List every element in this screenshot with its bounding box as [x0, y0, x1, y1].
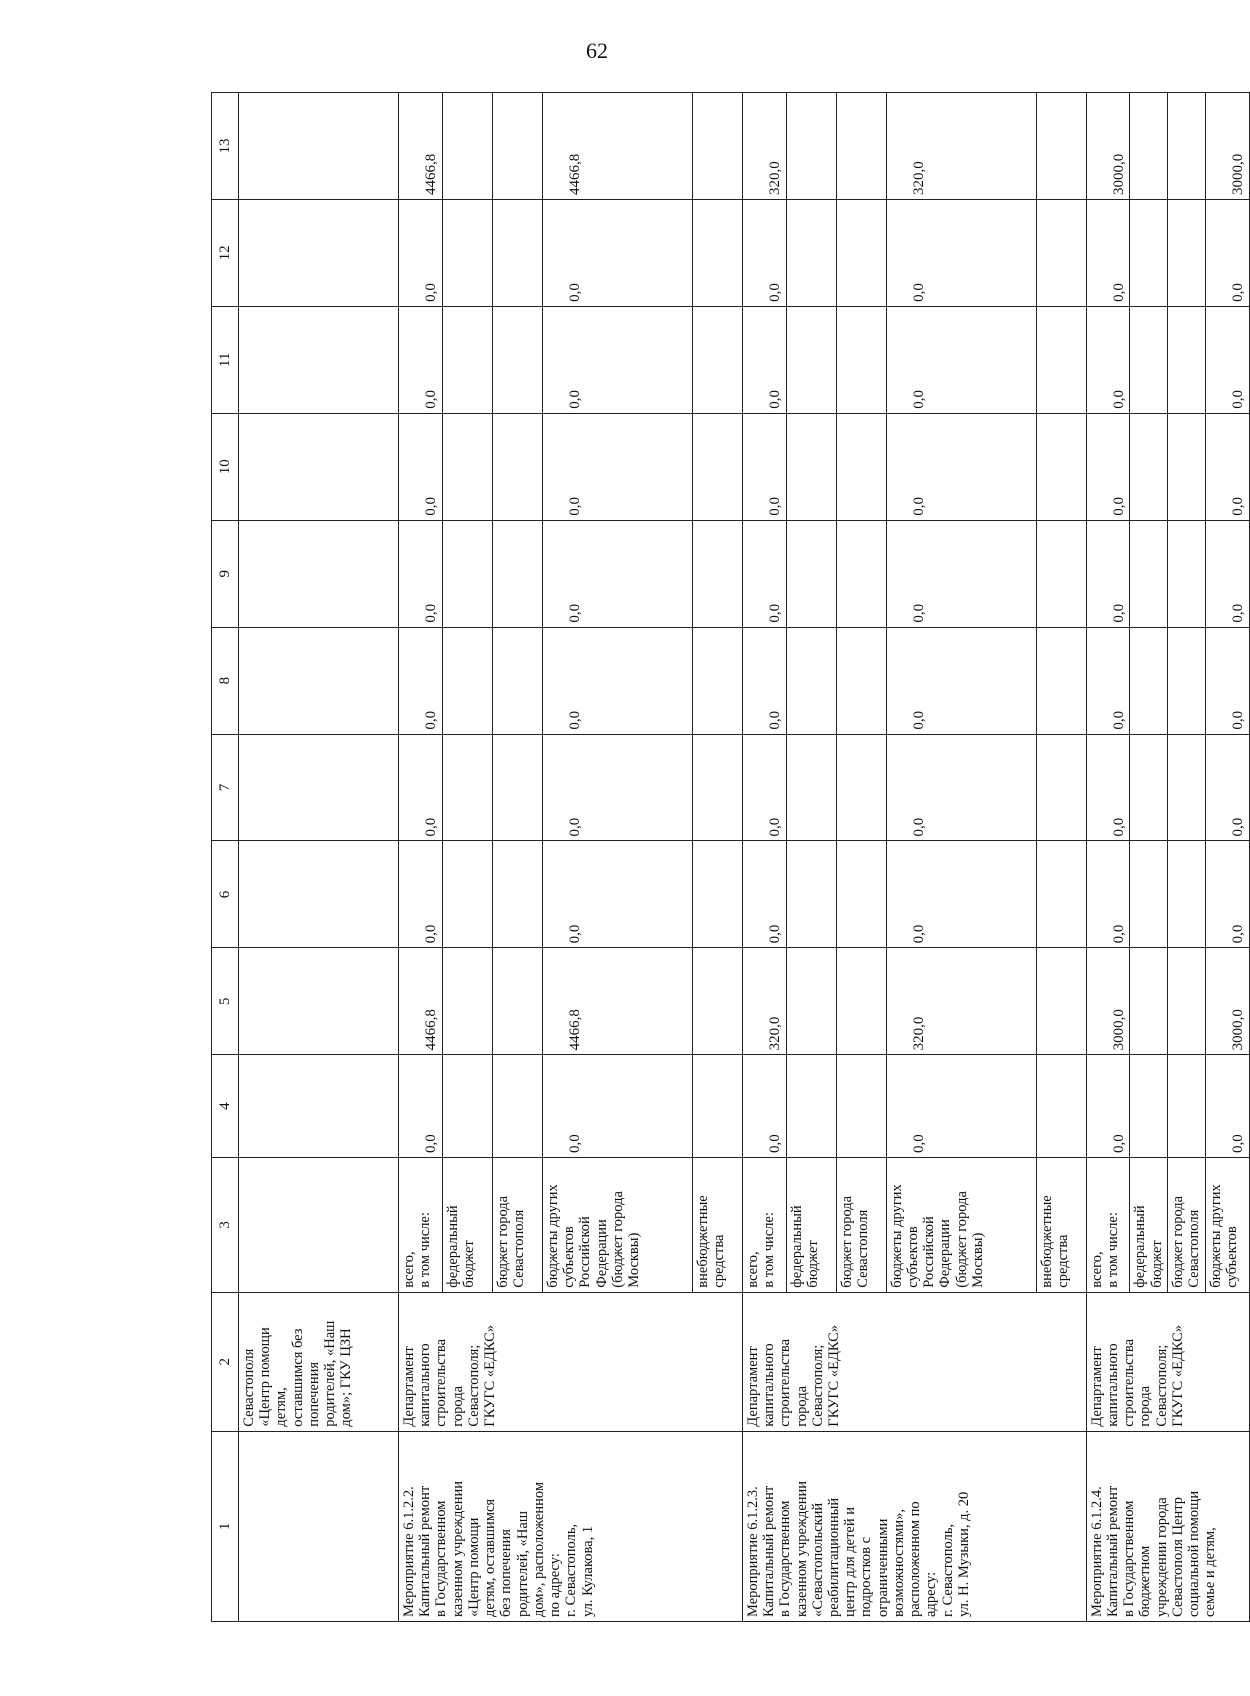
value-cell	[786, 93, 836, 200]
budget-table	[211, 92, 1250, 1622]
value-cell	[1167, 734, 1205, 841]
value-cell: 0,0	[886, 841, 1036, 948]
value-cell	[836, 413, 886, 520]
value-cell: 0,0	[542, 1055, 692, 1158]
column-header: 12	[212, 199, 239, 306]
value-cell: 0,0	[1086, 1055, 1130, 1158]
value-cell: 0,0	[742, 520, 786, 627]
value-cell	[836, 199, 886, 306]
value-cell: 0,0	[542, 520, 692, 627]
column-header: 8	[212, 627, 239, 734]
value-cell: 0,0	[886, 413, 1036, 520]
value-cell: 0,0	[886, 199, 1036, 306]
value-cell	[836, 841, 886, 948]
value-cell	[442, 734, 492, 841]
continued-cell	[239, 93, 399, 200]
continued-cell	[239, 413, 399, 520]
continued-cell	[239, 199, 399, 306]
value-cell	[692, 841, 742, 948]
value-cell: 0,0	[1205, 413, 1249, 520]
value-cell: 0,0	[886, 520, 1036, 627]
value-cell	[1167, 199, 1205, 306]
value-cell: 0,0	[742, 199, 786, 306]
executor: Департамент капитального строительства города Севастополя; ГКУГС «ЕДКС»	[399, 1292, 743, 1431]
continued-cell	[239, 520, 399, 627]
value-cell	[692, 93, 742, 200]
value-cell: 0,0	[399, 306, 443, 413]
executor: Департамент капитального строительства города Севастополя; ГКУГС «ЕДКС»	[1086, 1292, 1249, 1431]
value-cell	[692, 199, 742, 306]
value-cell: 0,0	[1205, 841, 1249, 948]
column-header: 2	[212, 1292, 239, 1431]
continued-cell	[239, 841, 399, 948]
funding-source: бюджет города Севастополя	[1167, 1157, 1205, 1292]
continued-cell	[239, 306, 399, 413]
value-cell	[1130, 734, 1167, 841]
value-cell	[786, 1055, 836, 1158]
value-cell: 320,0	[886, 948, 1036, 1055]
value-cell: 4466,8	[399, 93, 443, 200]
value-cell: 0,0	[542, 199, 692, 306]
value-cell: 0,0	[399, 199, 443, 306]
value-cell: 0,0	[1205, 520, 1249, 627]
value-cell	[1130, 627, 1167, 734]
continued-cell-3	[239, 1157, 399, 1292]
value-cell: 0,0	[886, 1055, 1036, 1158]
value-cell: 0,0	[1086, 199, 1130, 306]
value-cell: 0,0	[1086, 627, 1130, 734]
value-cell	[1130, 841, 1167, 948]
measure-name: Мероприятие 6.1.2.3. Капитальный ремонт в Государственном казенном учреждении «Севастопольский реабилитационный центр для детей и подростков с ограниченными возможностями», расположенном по адресу: г. Севастополь, ул. Н. Музыки, д. 20	[742, 1431, 1086, 1621]
value-cell	[1036, 627, 1086, 734]
value-cell: 0,0	[742, 1055, 786, 1158]
value-cell	[1167, 93, 1205, 200]
continued-cell	[239, 948, 399, 1055]
value-cell: 0,0	[742, 413, 786, 520]
value-cell	[692, 306, 742, 413]
table-row	[742, 93, 786, 1622]
value-cell	[1167, 948, 1205, 1055]
column-header: 3	[212, 1157, 239, 1292]
value-cell	[492, 841, 542, 948]
value-cell	[786, 734, 836, 841]
value-cell	[442, 520, 492, 627]
value-cell	[1130, 306, 1167, 413]
value-cell: 0,0	[1205, 306, 1249, 413]
column-header: 10	[212, 413, 239, 520]
value-cell	[442, 627, 492, 734]
value-cell	[1036, 413, 1086, 520]
value-cell	[492, 520, 542, 627]
value-cell: 0,0	[742, 734, 786, 841]
value-cell	[442, 93, 492, 200]
value-cell	[492, 93, 542, 200]
funding-source: внебюджетные средства	[692, 1157, 742, 1292]
value-cell	[492, 1055, 542, 1158]
value-cell	[786, 306, 836, 413]
header-row	[212, 93, 239, 1622]
funding-source: всего, в том числе:	[399, 1157, 443, 1292]
value-cell	[786, 199, 836, 306]
value-cell	[836, 306, 886, 413]
value-cell: 3000,0	[1086, 93, 1130, 200]
value-cell	[442, 841, 492, 948]
value-cell	[1167, 627, 1205, 734]
value-cell	[492, 627, 542, 734]
value-cell	[692, 1055, 742, 1158]
funding-source: всего, в том числе:	[1086, 1157, 1130, 1292]
value-cell: 0,0	[542, 734, 692, 841]
value-cell: 0,0	[542, 413, 692, 520]
value-cell	[1036, 1055, 1086, 1158]
value-cell	[1036, 948, 1086, 1055]
funding-source: бюджеты других субъектов Российской Федерации (бюджет города Москвы)	[886, 1157, 1036, 1292]
value-cell: 3000,0	[1205, 93, 1249, 200]
value-cell	[692, 948, 742, 1055]
table-row	[1086, 93, 1130, 1622]
value-cell	[442, 199, 492, 306]
column-header: 4	[212, 1055, 239, 1158]
value-cell: 0,0	[742, 627, 786, 734]
value-cell	[492, 413, 542, 520]
value-cell: 3000,0	[1086, 948, 1130, 1055]
value-cell: 0,0	[399, 841, 443, 948]
value-cell	[1130, 1055, 1167, 1158]
value-cell: 0,0	[399, 1055, 443, 1158]
value-cell	[692, 627, 742, 734]
value-cell	[1167, 306, 1205, 413]
value-cell	[786, 948, 836, 1055]
value-cell	[492, 734, 542, 841]
funding-source: бюджет города Севастополя	[492, 1157, 542, 1292]
measure-name: Мероприятие 6.1.2.2. Капитальный ремонт в Государственном казенном учреждении «Центр помощи детям, оставшимся без попечения родителей, «Наш дом», расположенном по адресу: г. Севастополь, ул. Кулакова, 1	[399, 1431, 743, 1621]
value-cell	[1167, 841, 1205, 948]
value-cell	[1130, 93, 1167, 200]
value-cell	[836, 734, 886, 841]
value-cell	[1130, 520, 1167, 627]
value-cell	[1167, 1055, 1205, 1158]
value-cell	[492, 948, 542, 1055]
value-cell: 320,0	[886, 93, 1036, 200]
column-header: 9	[212, 520, 239, 627]
page-number: 62	[586, 38, 608, 63]
continued-row	[239, 93, 399, 1622]
value-cell	[1036, 306, 1086, 413]
value-cell: 0,0	[742, 841, 786, 948]
value-cell	[786, 520, 836, 627]
value-cell	[786, 627, 836, 734]
value-cell: 0,0	[1086, 413, 1130, 520]
value-cell	[692, 734, 742, 841]
funding-source: бюджеты других субъектов Российской Федерации (бюджет города Москвы)	[542, 1157, 692, 1292]
value-cell: 0,0	[1086, 734, 1130, 841]
continued-cell	[239, 627, 399, 734]
continued-executor: Севастополя «Центр помощи детям, оставшимся без попечения родителей, «Наш дом»; ГКУ ЦЗН	[239, 1292, 399, 1431]
value-cell	[836, 948, 886, 1055]
value-cell: 0,0	[886, 734, 1036, 841]
value-cell	[1036, 520, 1086, 627]
value-cell	[1036, 199, 1086, 306]
value-cell	[442, 1055, 492, 1158]
value-cell: 0,0	[1205, 627, 1249, 734]
value-cell	[1167, 413, 1205, 520]
value-cell	[1130, 413, 1167, 520]
funding-source: бюджеты других субъектов	[1205, 1157, 1249, 1292]
value-cell	[1036, 93, 1086, 200]
value-cell: 0,0	[1205, 734, 1249, 841]
column-header: 6	[212, 841, 239, 948]
value-cell: 0,0	[1086, 306, 1130, 413]
continued-cell-1	[239, 1431, 399, 1621]
value-cell: 0,0	[1205, 199, 1249, 306]
column-header: 5	[212, 948, 239, 1055]
value-cell: 0,0	[886, 306, 1036, 413]
value-cell	[1036, 734, 1086, 841]
value-cell: 320,0	[742, 93, 786, 200]
rotated-table-container	[211, 92, 1246, 1622]
value-cell	[692, 413, 742, 520]
value-cell: 3000,0	[1205, 948, 1249, 1055]
measure-name: Мероприятие 6.1.2.4. Капитальный ремонт в Государственном бюджетном учреждении города Севастополя Центр социальной помощи семье и детям,	[1086, 1431, 1249, 1621]
value-cell: 0,0	[542, 306, 692, 413]
value-cell	[1036, 841, 1086, 948]
funding-source: бюджет города Севастополя	[836, 1157, 886, 1292]
continued-cell	[239, 1055, 399, 1158]
value-cell: 320,0	[742, 948, 786, 1055]
funding-source: федеральный бюджет	[442, 1157, 492, 1292]
value-cell	[836, 627, 886, 734]
value-cell: 0,0	[1086, 520, 1130, 627]
value-cell: 0,0	[886, 627, 1036, 734]
funding-source: федеральный бюджет	[1130, 1157, 1167, 1292]
value-cell: 4466,8	[542, 948, 692, 1055]
value-cell	[836, 1055, 886, 1158]
value-cell	[442, 306, 492, 413]
value-cell: 0,0	[542, 841, 692, 948]
continued-cell	[239, 734, 399, 841]
value-cell	[1167, 520, 1205, 627]
value-cell	[786, 413, 836, 520]
value-cell: 4466,8	[542, 93, 692, 200]
executor: Департамент капитального строительства города Севастополя; ГКУГС «ЕДКС»	[742, 1292, 1086, 1431]
value-cell: 0,0	[1086, 841, 1130, 948]
value-cell	[836, 93, 886, 200]
value-cell	[692, 520, 742, 627]
value-cell	[1130, 199, 1167, 306]
value-cell: 0,0	[1205, 1055, 1249, 1158]
value-cell	[1130, 948, 1167, 1055]
column-header: 11	[212, 306, 239, 413]
value-cell	[492, 306, 542, 413]
table-row	[399, 93, 443, 1622]
value-cell: 0,0	[399, 520, 443, 627]
value-cell: 0,0	[399, 627, 443, 734]
value-cell	[442, 413, 492, 520]
value-cell	[836, 520, 886, 627]
value-cell	[492, 199, 542, 306]
value-cell	[442, 948, 492, 1055]
column-header: 7	[212, 734, 239, 841]
table-body	[239, 93, 1250, 1622]
column-header: 13	[212, 93, 239, 200]
value-cell: 0,0	[742, 306, 786, 413]
funding-source: федеральный бюджет	[786, 1157, 836, 1292]
funding-source: внебюджетные средства	[1036, 1157, 1086, 1292]
value-cell: 0,0	[542, 627, 692, 734]
value-cell: 4466,8	[399, 948, 443, 1055]
column-header: 1	[212, 1431, 239, 1621]
funding-source: всего, в том числе:	[742, 1157, 786, 1292]
value-cell: 0,0	[399, 734, 443, 841]
value-cell: 0,0	[399, 413, 443, 520]
value-cell	[786, 841, 836, 948]
